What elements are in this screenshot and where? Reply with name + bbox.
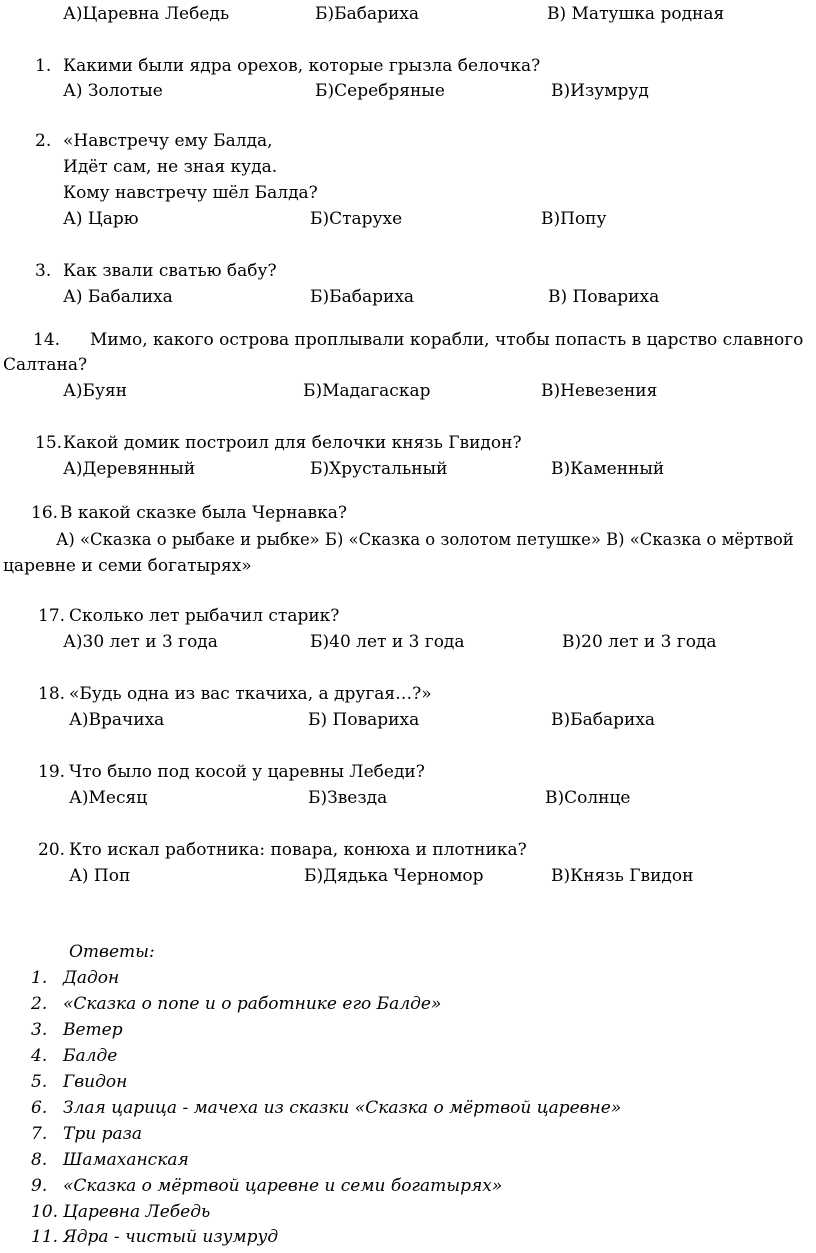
answer-option-a: А)Буян [63, 381, 128, 401]
answer-number: 6. [31, 1098, 48, 1118]
answer-option-c: В)Попу [541, 209, 607, 229]
answer-text: Ветер [63, 1020, 123, 1040]
answer-number: 3. [31, 1020, 48, 1040]
question-options-line: А) «Сказка о рыбаке и рыбке» Б) «Сказка о золотом петушке» В) «Сказка о мёртвой [56, 530, 794, 549]
question-number: 17. [38, 606, 66, 626]
answer-option-b: Б)Звезда [308, 788, 388, 808]
answer-option-b: Б)Мадагаскар [303, 381, 431, 401]
answer-option-c: В)20 лет и 3 года [562, 632, 717, 652]
answer-number: 1. [31, 968, 48, 988]
answer-text: Царевна Лебедь [63, 1202, 211, 1222]
answers-heading: Ответы: [69, 942, 155, 962]
question-number: 1. [35, 56, 52, 76]
answer-option-b: Б)Старухе [310, 209, 403, 229]
question-text: Как звали сватью бабу? [63, 261, 277, 281]
answer-option-a: А) Золотые [63, 81, 163, 101]
answer-text: «Сказка о мёртвой царевне и семи богатырях» [63, 1176, 503, 1196]
question-number: 19. [38, 762, 66, 782]
answer-option-b: Б)Хрустальный [310, 459, 448, 479]
top-option-c: В) Матушка родная [547, 4, 725, 24]
question-options-line: царевне и семи богатырях» [3, 556, 252, 576]
answer-number: 2. [31, 994, 48, 1014]
answer-option-a: А)Деревянный [63, 459, 196, 479]
question-number: 14. [33, 330, 61, 350]
answer-number: 9. [31, 1176, 48, 1196]
answer-option-a: А)Врачиха [69, 710, 165, 730]
question-number: 3. [35, 261, 52, 281]
question-number: 20. [38, 840, 66, 860]
answer-option-c: В)Каменный [551, 459, 665, 479]
top-option-b: Б)Бабариха [315, 4, 420, 24]
question-number: 2. [35, 131, 52, 151]
question-text-line: Идёт сам, не зная куда. [63, 157, 278, 177]
question-text: В какой сказке была Чернавка? [60, 503, 347, 523]
question-number: 15. [35, 433, 63, 453]
answer-option-b: Б)40 лет и 3 года [310, 632, 465, 652]
answer-text: Три раза [63, 1124, 142, 1144]
answer-option-b: Б)Бабариха [310, 287, 415, 307]
question-text-continuation: Салтана? [3, 355, 88, 375]
answer-option-c: В)Невезения [541, 381, 658, 401]
answer-text: Балде [63, 1046, 118, 1066]
question-text: Сколько лет рыбачил старик? [69, 606, 340, 626]
answer-option-a: А)30 лет и 3 года [63, 632, 218, 652]
answer-number: 8. [31, 1150, 48, 1170]
answer-text: Дадон [63, 968, 120, 988]
answer-number: 5. [31, 1072, 48, 1092]
answer-text: Злая царица - мачеха из сказки «Сказка о мёртвой царевне» [63, 1098, 622, 1118]
answer-number: 11. [31, 1227, 59, 1247]
answer-number: 4. [31, 1046, 48, 1066]
answer-option-b: Б) Повариха [308, 710, 420, 730]
answer-option-c: В)Изумруд [551, 81, 649, 101]
question-text-line: «Навстречу ему Балда, [63, 131, 273, 151]
answer-option-a: А) Поп [69, 866, 131, 886]
question-text: Какими были ядра орехов, которые грызла белочка? [63, 56, 541, 76]
question-number: 16. [31, 503, 59, 523]
answer-text: Ядра - чистый изумруд [63, 1227, 279, 1247]
answer-number: 10. [31, 1202, 59, 1222]
answer-option-c: В) Повариха [548, 287, 660, 307]
answer-option-a: А) Царю [63, 209, 139, 229]
question-text: «Будь одна из вас ткачиха, а другая…?» [69, 684, 432, 704]
question-text: Что было под косой у царевны Лебеди? [69, 762, 425, 782]
question-text: Какой домик построил для белочки князь Гвидон? [63, 433, 522, 453]
answer-text: «Сказка о попе и о работнике его Балде» [63, 994, 442, 1014]
answer-text: Гвидон [63, 1072, 128, 1092]
answer-option-b: Б)Дядька Черномор [304, 866, 484, 886]
question-text: Кто искал работника: повара, конюха и плотника? [69, 840, 527, 860]
answer-text: Шамаханская [63, 1150, 189, 1170]
question-number: 18. [38, 684, 66, 704]
answer-option-a: А) Бабалиха [63, 287, 173, 307]
answer-option-a: А)Месяц [69, 788, 148, 808]
answer-option-c: В)Князь Гвидон [551, 866, 694, 886]
answer-option-c: В)Солнце [545, 788, 631, 808]
question-text-line: Кому навстречу шёл Балда? [63, 183, 318, 203]
top-option-a: А)Царевна Лебедь [63, 4, 230, 24]
question-text: Мимо, какого острова проплывали корабли, чтобы попасть в царство славного [90, 330, 804, 350]
answer-option-b: Б)Серебряные [315, 81, 445, 101]
answer-number: 7. [31, 1124, 48, 1144]
answer-option-c: В)Бабариха [551, 710, 656, 730]
